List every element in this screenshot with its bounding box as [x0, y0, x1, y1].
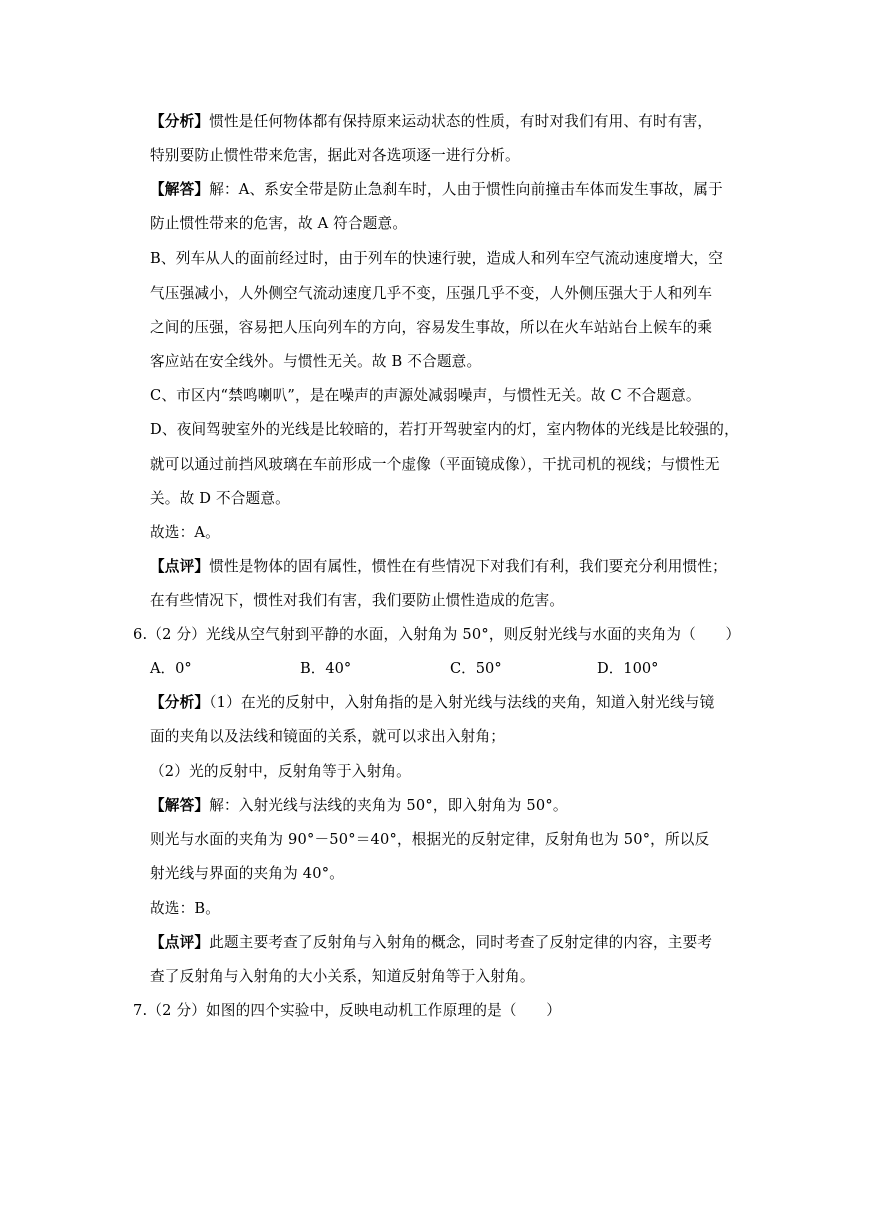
- comment-line: [150, 933, 712, 953]
- answer-line: D、夜间驾驶室外的光线是比较暗的，若打开驾驶室内的灯，室内物体的光线是比较强的，: [150, 421, 739, 438]
- analysis-tag: 【分析】: [150, 694, 210, 711]
- answer-tag: 【解答】: [150, 181, 210, 198]
- analysis-line: 面的夹角以及法线和镜面的关系，就可以求出入射角；: [150, 728, 506, 745]
- question-7-stem: 7.（2 分）如图的四个实验中，反映电动机工作原理的是（ ）: [133, 1002, 562, 1019]
- option-d: D．100°: [597, 660, 659, 677]
- answer-line: 就可以通过前挡风玻璃在车前形成一个虚像（平面镜成像），干扰司机的视线；与惯性无: [150, 456, 720, 473]
- question-6-stem: 6.（2 分）光线从空气射到平静的水面，入射角为 50°，则反射光线与水面的夹角为（ ）: [133, 626, 741, 643]
- option-c: C．50°: [450, 660, 502, 677]
- comment-tag: 【点评】: [150, 558, 210, 575]
- analysis-line: 特别要防止惯性带来危害，据此对各选项逐一进行分析。: [150, 147, 520, 164]
- answer-line: 之间的压强，容易把人压向列车的方向，容易发生事故，所以在火车站站台上候车的乘: [150, 319, 713, 336]
- answer-line: 则光与水面的夹角为 90°－50°＝40°，根据光的反射定律，反射角也为 50°，所以反: [150, 831, 710, 848]
- answer-text: 解：入射光线与法线的夹角为 50°，即入射角为 50°。: [209, 797, 568, 814]
- answer-line: C、市区内“禁鸣喇叭”，是在噪声的声源处减弱噪声，与惯性无关。故 C 不合题意。: [150, 387, 701, 404]
- answer-line: 气压强减小，人外侧空气流动速度几乎不变，压强几乎不变，人外侧压强大于人和列车: [150, 285, 713, 302]
- answer-line: 故选：A。: [150, 524, 220, 541]
- analysis-line: （2）光的反射中，反射角等于入射角。: [150, 763, 411, 780]
- analysis-line: [150, 693, 714, 713]
- analysis-text: （1）在光的反射中，入射角指的是入射光线与法线的夹角，知道入射光线与镜: [209, 694, 715, 711]
- answer-line: 客应站在安全线外。与惯性无关。故 B 不合题意。: [150, 353, 482, 370]
- answer-line: 故选：B。: [150, 900, 221, 917]
- comment-tag: 【点评】: [150, 934, 210, 951]
- comment-text: 此题主要考查了反射角与入射角的概念，同时考查了反射定律的内容，主要考: [209, 934, 713, 951]
- analysis-tag: 【分析】: [150, 113, 210, 130]
- comment-line: 查了反射角与入射角的大小关系，知道反射角等于入射角。: [150, 968, 535, 985]
- option-a: A．0°: [150, 660, 192, 677]
- answer-line: B、列车从人的面前经过时，由于列车的快速行驶，造成人和列车空气流动速度增大，空: [150, 250, 724, 267]
- answer-line: 关。故 D 不合题意。: [150, 490, 290, 507]
- answer-text: 解：A、系安全带是防止急刹车时，人由于惯性向前撞击车体而发生事故，属于: [209, 181, 723, 198]
- analysis-line: [150, 112, 712, 132]
- comment-line: 在有些情况下，惯性对我们有害，我们要防止惯性造成的危害。: [150, 592, 565, 609]
- answer-line: [150, 180, 723, 200]
- answer-tag: 【解答】: [150, 797, 210, 814]
- comment-text: 惯性是物体的固有属性，惯性在有些情况下对我们有利，我们要充分利用惯性；: [209, 558, 727, 575]
- option-b: B．40°: [300, 660, 352, 677]
- answer-line: 防止惯性带来的危害，故 A 符合题意。: [150, 215, 408, 232]
- analysis-text: 惯性是任何物体都有保持原来运动状态的性质，有时对我们有用、有时有害，: [209, 113, 713, 130]
- comment-line: [150, 557, 727, 577]
- answer-line: 射光线与界面的夹角为 40°。: [150, 865, 345, 882]
- answer-line: [150, 796, 568, 816]
